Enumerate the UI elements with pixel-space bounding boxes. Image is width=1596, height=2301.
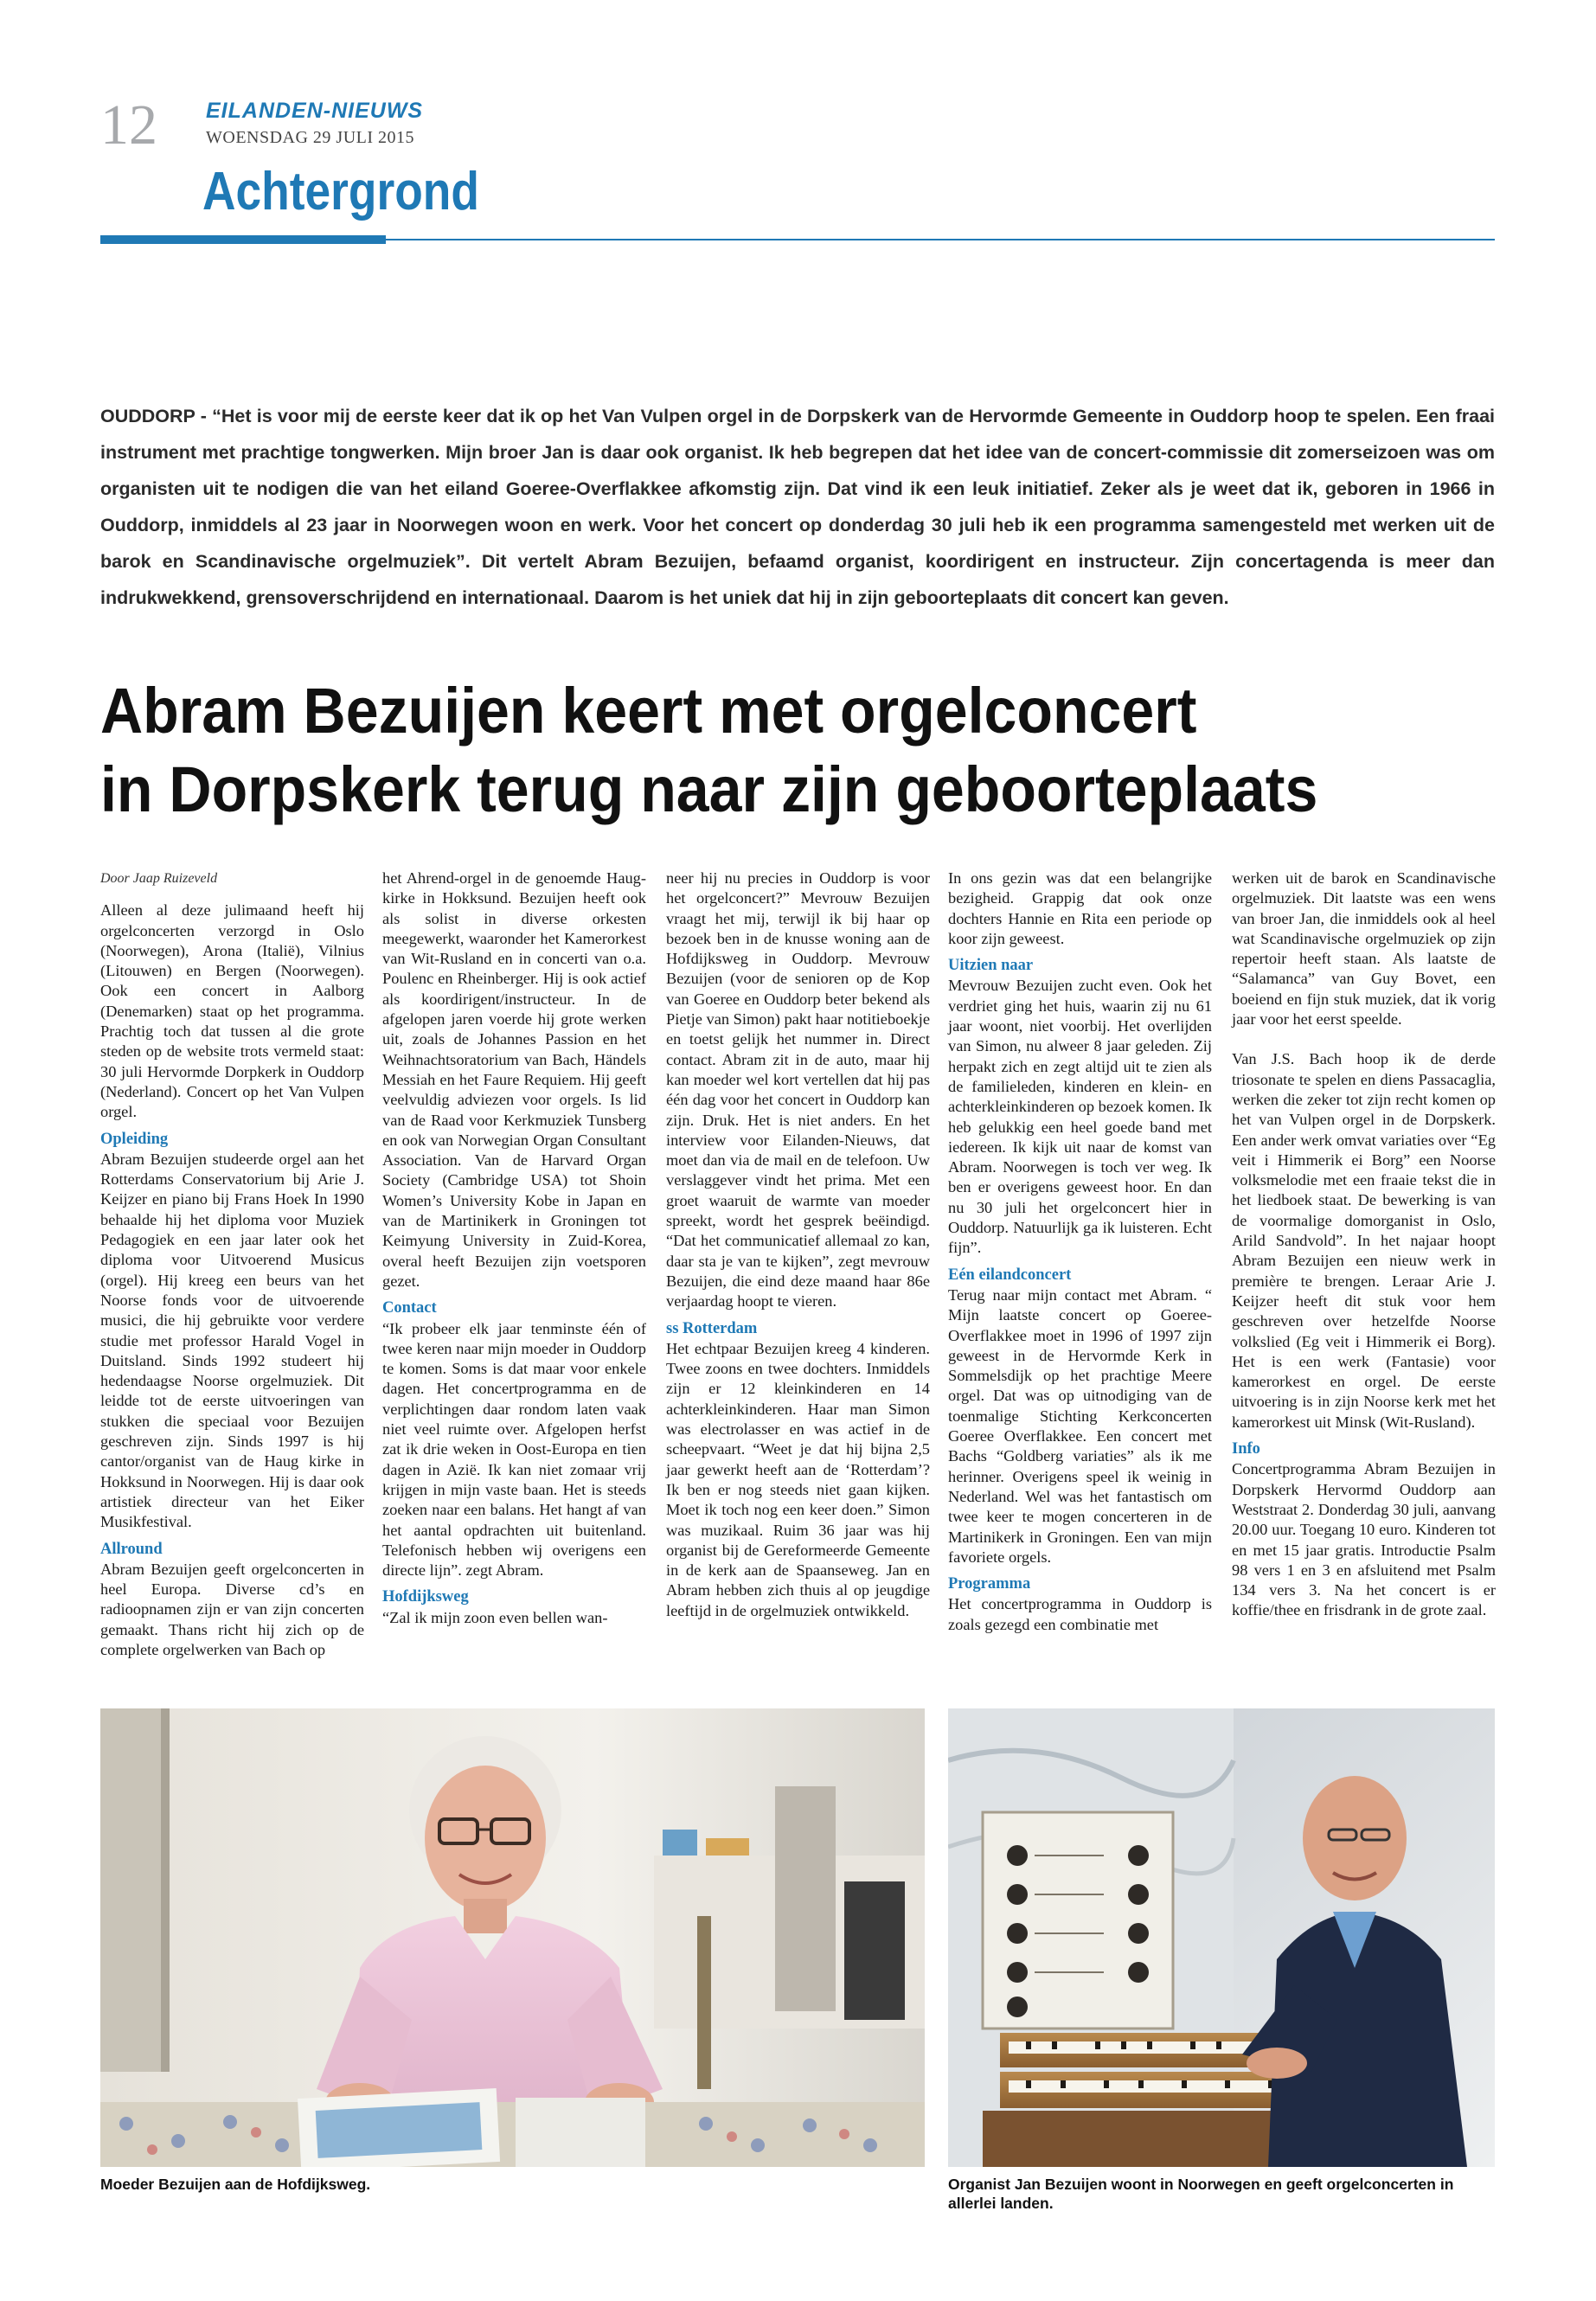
subheading-uitzien-naar: Uitzien naar bbox=[948, 957, 1034, 975]
article-column-2 bbox=[382, 868, 646, 1628]
paragraph: neer hij nu precies in Ouddorp is voor het orgelconcert?” Mevrouw Bezuijen vraagt het mij, terwijl ik bij haar op bezoek ben in de knusse woning aan de Hofdijksweg in Ouddorp. Mevrouw Bezuijen (voor de senioren op de Kop van Goeree en Ouddorp beter bekend als Pietje van Simon) pakt haar notitieboekje en toetst gelijk het nummer in. Direct contact. Abram zit in de auto, maar hij kan moeder wel kort vertellen dat hij pas één dag voor het concert in Ouddorp kan zijn. Druk. Het is niet anders. En het interview voor Eilanden-Nieuws, dat moet dan via de mail en de telefoon. Uw verslaggever vindt het prima. Met een groet waaruit de warmte van moeder spreekt, wordt het gesprek beëindigd. “Dat het communicatief allemaal zo kan, daar sta je van te kijken”, zegt mevrouw Bezuijen, die eind deze maand haar 86e verjaardag hoopt te vieren. bbox=[666, 869, 930, 1311]
paragraph: “Ik probeer elk jaar tenminste één of twee keren naar mijn moeder in Ouddorp te komen. Soms is dat maar voor enkele dagen. Het concertprogramma en de verplichtingen daar rondom laten vaak niet veel ruimte over. Afgelopen herfst zat ik drie weken in Oost-Europa en tien dagen in Azië. Ik kan niet zomaar vrij krijgen in mijn vaste baan. Het is steeds zoeken naar een balans. Het hangt af van het aantal opdrachten uit buitenland. Telefonisch hebben wij overigens een directe lijn”. zegt Abram. bbox=[382, 1319, 646, 1580]
subheading-contact: Contact bbox=[382, 1299, 437, 1317]
publication-date: WOENSDAG 29 JULI 2015 bbox=[206, 128, 415, 147]
subheading-hofdijksweg: Hofdijksweg bbox=[382, 1588, 469, 1606]
subheading-een-eilandconcert: Eén eilandconcert bbox=[948, 1266, 1072, 1284]
photo-mother-bezuijen bbox=[100, 1708, 925, 2167]
headline-line-2: in Dorpskerk terug naar zijn geboorteplaats bbox=[100, 753, 1318, 825]
paragraph: Mevrouw Bezuijen zucht even. Ook het verdriet ging het huis, waarin zij nu 61 jaar woont, niet voorbij. Het overlijden van Simon, nu alweer 8 jaar geleden. Zij herpakt zich en zegt altijd uit te zien als de familieleden, kinderen en klein- en achterkleinkinderen op bezoek komen. Ik heb gelukkig een heel goede band met iedereen. Ik kijk uit naar de komst van Abram. Noorwegen is toch ver weg. Ik ben er overigens geweest hoor. En dan nu 30 juli het orgelconcert hier in Ouddorp. Natuurlijk ga ik luisteren. Echt fijn”. bbox=[948, 977, 1212, 1257]
byline: Door Jaap Ruizeveld bbox=[100, 871, 218, 886]
intro-rest: Dit vertelt Abram Bezuijen, befaamd organist, koordirigent en instructeur. Zijn concertagenda is meer dan indrukwekkend, grensoverschrijdend en internationaal. Daarom is het uniek dat hij in zijn geboorteplaats dit concert kan geven. bbox=[100, 551, 1495, 608]
article-column-1 bbox=[100, 868, 364, 1660]
article-column-5 bbox=[1232, 868, 1496, 1621]
article-headline bbox=[100, 671, 1571, 829]
photo-caption-mother: Moeder Bezuijen aan de Hofdijksweg. bbox=[100, 2176, 371, 2193]
paragraph: “Zal ik mijn zoon even bellen wan- bbox=[382, 1608, 608, 1626]
subheading-opleiding: Opleiding bbox=[100, 1130, 169, 1148]
paragraph: het Ahrend-orgel in de genoemde Haug-kirke in Hokksund. Bezuijen heeft ook als solist in diverse orkesten meegewerkt, waaronder het Kamerorkest van Wit-Rusland en in concerti van o.a. Poulenc en Rheinberger. Hij is ook actief als koordirigent/instructeur. In de afgelopen jaren voerde hij grote werken uit, zoals de Johannes Passion en het Weihnachtsoratorium van Bach, Händels Messiah en het Faure Requiem. Hij geeft veelvuldig adviezen voor orgels. Is lid van de Raad voor Kerkmuziek Tunsberg en ook van Norwegian Organ Consultant Association. Van de Harvard Organ Society (Cambridge USA) tot Shoin Women’s University Kobe in Japan en van de Martinikerk in Groningen tot Keimyung University in Zuid-Korea, overal heeft Bezuijen zijn voetsporen gezet. bbox=[382, 869, 646, 1290]
photo-organist bbox=[948, 1708, 1495, 2167]
paragraph: Van J.S. Bach hoop ik de derde triosonate te spelen en diens Passacaglia, werken die zeker tot zijn recht komen op het van Vulpen orgel in de Dorpskerk. Een ander werk omvat variaties over “Eg veit i Himmerik ei Borg” een Noorse volksmelodie met een fraaie tekst die in het liedboek staat. De bewerking is van de voormalige domorganist in Oslo, Arild Sandvold”. In het najaar hoopt Abram Bezuijen een nieuw werk in première te brengen. Leraar Arie J. Keijzer heeft dit stuk voor hem geschreven over hetzelfde Noorse volkslied (Eg veit i Himmerik ei Borg). Het is een werk (Fantasie) voor kamerorkest en orgel. De eerste uitvoering is in zijn Noorse kerk met het kamerorkest uit Minsk (Wit-Rusland). bbox=[1232, 1050, 1496, 1431]
paragraph: werken uit de barok en Scandinavische orgelmuziek. Dit laatste was een wens van broer Jan, die inmiddels ook al heel wat Scandinavische orgelmuziek op zijn repertoir heeft staan. Als laatste de “Salamanca” van Guy Bovet, een boeiend en fijn stuk muziek, dat ik vorig jaar voor het eerst speelde. bbox=[1232, 869, 1496, 1029]
page-number: 12 bbox=[100, 93, 157, 157]
article-column-4 bbox=[948, 868, 1212, 1635]
paragraph: Abram Bezuijen geeft orgelconcerten in heel Europa. Diverse cd’s en radioopnamen zijn er van zijn concerten gemaakt. Thans richt hij zich op de complete orgelwerken van Bach op bbox=[100, 1560, 364, 1658]
paragraph: Het echtpaar Bezuijen kreeg 4 kinderen. Twee zoons en twee dochters. Inmiddels zijn er 12 kleinkinderen en 14 achterkleinkinderen. Haar man Simon was electrolasser en was actief in de scheepvaart. “Weet je dat hij bijna 2,5 jaar gewerkt heeft aan de ‘Rotterdam’? Ik ben er nog steeds niet gaan kijken. Moet ik toch nog een keer doen.” Simon was muzikaal. Ruim 36 jaar was hij organist bij de Gereformeerde Gemeente in de kerk aan de Spaanseweg. Jan en Abram hebben zich thuis al op jeugdige leeftijd in de orgelmuziek ontwikkeld. bbox=[666, 1339, 930, 1619]
paragraph: Abram Bezuijen studeerde orgel aan het Rotterdams Conservatorium bij Arie J. Keijzer en piano bij Frans Hoek In 1990 behaalde hij het diploma voor Muziek Pedagogiek en een jaar later ook het diploma voor Uitvoerend Musicus (orgel). Hij kreeg een beurs van het Noorse fonds voor de uitvoerende musici, die hij gebruikte voor verdere studie met professor Harald Vogel in Duitsland. Sinds 1992 studeert hij hedendaagse Noorse orgelmuziek. Dit leidde tot de eerste uitvoeringen van stukken die speciaal voor Bezuijen geschreven zijn. Sinds 1997 is hij cantor/organist van de Haug kirke in Hokksund in Noorwegen. Hij is daar ook artistiek directeur van het Eiker Musikfestival. bbox=[100, 1150, 364, 1531]
header-rule-accent bbox=[100, 235, 386, 244]
subheading-allround: Allround bbox=[100, 1540, 163, 1558]
paragraph: Concertprogramma Abram Bezuijen in Dorpskerk Hervormd Ouddorp aan Weststraat 2. Donderdag 30 juli, aanvang 20.00 uur. Toegang 10 euro. Kinderen tot en met 15 jaar gratis. Introductie Psalm 98 vers 1 en 3 en afsluitend met Psalm 134 vers 3. Na het concert is er koffie/thee en frisdrank in de grote zaal. bbox=[1232, 1460, 1496, 1619]
photo-mother-illustration bbox=[100, 1708, 925, 2167]
paragraph: Terug naar mijn contact met Abram. “ Mijn laatste concert op Goeree-Overflakkee moet in 1996 of 1997 zijn geweest in de Hervormde Kerk in Sommelsdijk op het prachtige Meere orgel. Dat was op uitnodiging van de toenmalige Stichting Kerkconcerten Goeree Overflakkee. Een concert met Bachs “Goldberg variaties” als ik me herinner. Overigens speel ik weinig in Nederland. Wel was het fantastisch om twee keer te mogen concerteren in de Martinikerk in Groningen. Een van mijn favoriete orgels. bbox=[948, 1285, 1212, 1566]
paragraph: In ons gezin was dat een belangrijke bezigheid. Grappig dat ook onze dochters Hannie en Rita een periode op koor zijn geweest. bbox=[948, 869, 1212, 947]
subheading-programma: Programma bbox=[948, 1575, 1031, 1593]
subheading-ss-rotterdam: ss Rotterdam bbox=[666, 1319, 758, 1337]
intro-paragraph bbox=[100, 398, 1495, 616]
headline-line-1: Abram Bezuijen keert met orgelconcert bbox=[100, 675, 1197, 747]
section-title: Achtergrond bbox=[202, 162, 479, 221]
photo-caption-organist: Organist Jan Bezuijen woont in Noorwegen en geeft orgelconcerten in allerlei landen. bbox=[948, 2176, 1454, 2212]
intro-lead: OUDDORP - “Het is voor mij de eerste keer dat ik op het Van Vulpen orgel in de Dorpskerk van de Hervormde Gemeente in Ouddorp hoop te spelen. Een fraai instrument met prachtige tongwerken. Mijn broer Jan is daar ook organist. Ik heb begrepen dat het idee van de concert-commissie dit zomerseizoen was om organisten uit te nodigen die van het eiland Goeree-Overflakkee afkomstig zijn. Dat vind ik een leuk initiatief. Zeker als je weet dat ik, geboren in 1966 in Ouddorp, inmiddels al 23 jaar in Noorwegen woon en werk. Voor het concert op donderdag 30 juli heb ik een programma samengesteld met werken uit de barok en Scandinavische orgelmuziek”. bbox=[100, 406, 1495, 572]
paragraph: Alleen al deze julimaand heeft hij orgelconcerten verzorgd in Oslo (Noorwegen), Arona (Italië), Vilnius (Litouwen) en Bergen (Noorwegen). Ook een concert in Aalborg (Denemarken) staat op het programma. Prachtig toch dat tussen al die grote steden op de website trots vermeld staat: 30 juli Hervormde Dorpkerk in Ouddorp (Nederland). Concert op het Van Vulpen orgel. bbox=[100, 901, 364, 1121]
paragraph: Het concertprogramma in Ouddorp is zoals gezegd een combinatie met bbox=[948, 1595, 1212, 1633]
article-column-3 bbox=[666, 868, 930, 1621]
subheading-info: Info bbox=[1232, 1440, 1260, 1458]
masthead-logo: EILANDEN-NIEUWS bbox=[206, 99, 424, 123]
photo-organist-illustration bbox=[948, 1708, 1495, 2167]
